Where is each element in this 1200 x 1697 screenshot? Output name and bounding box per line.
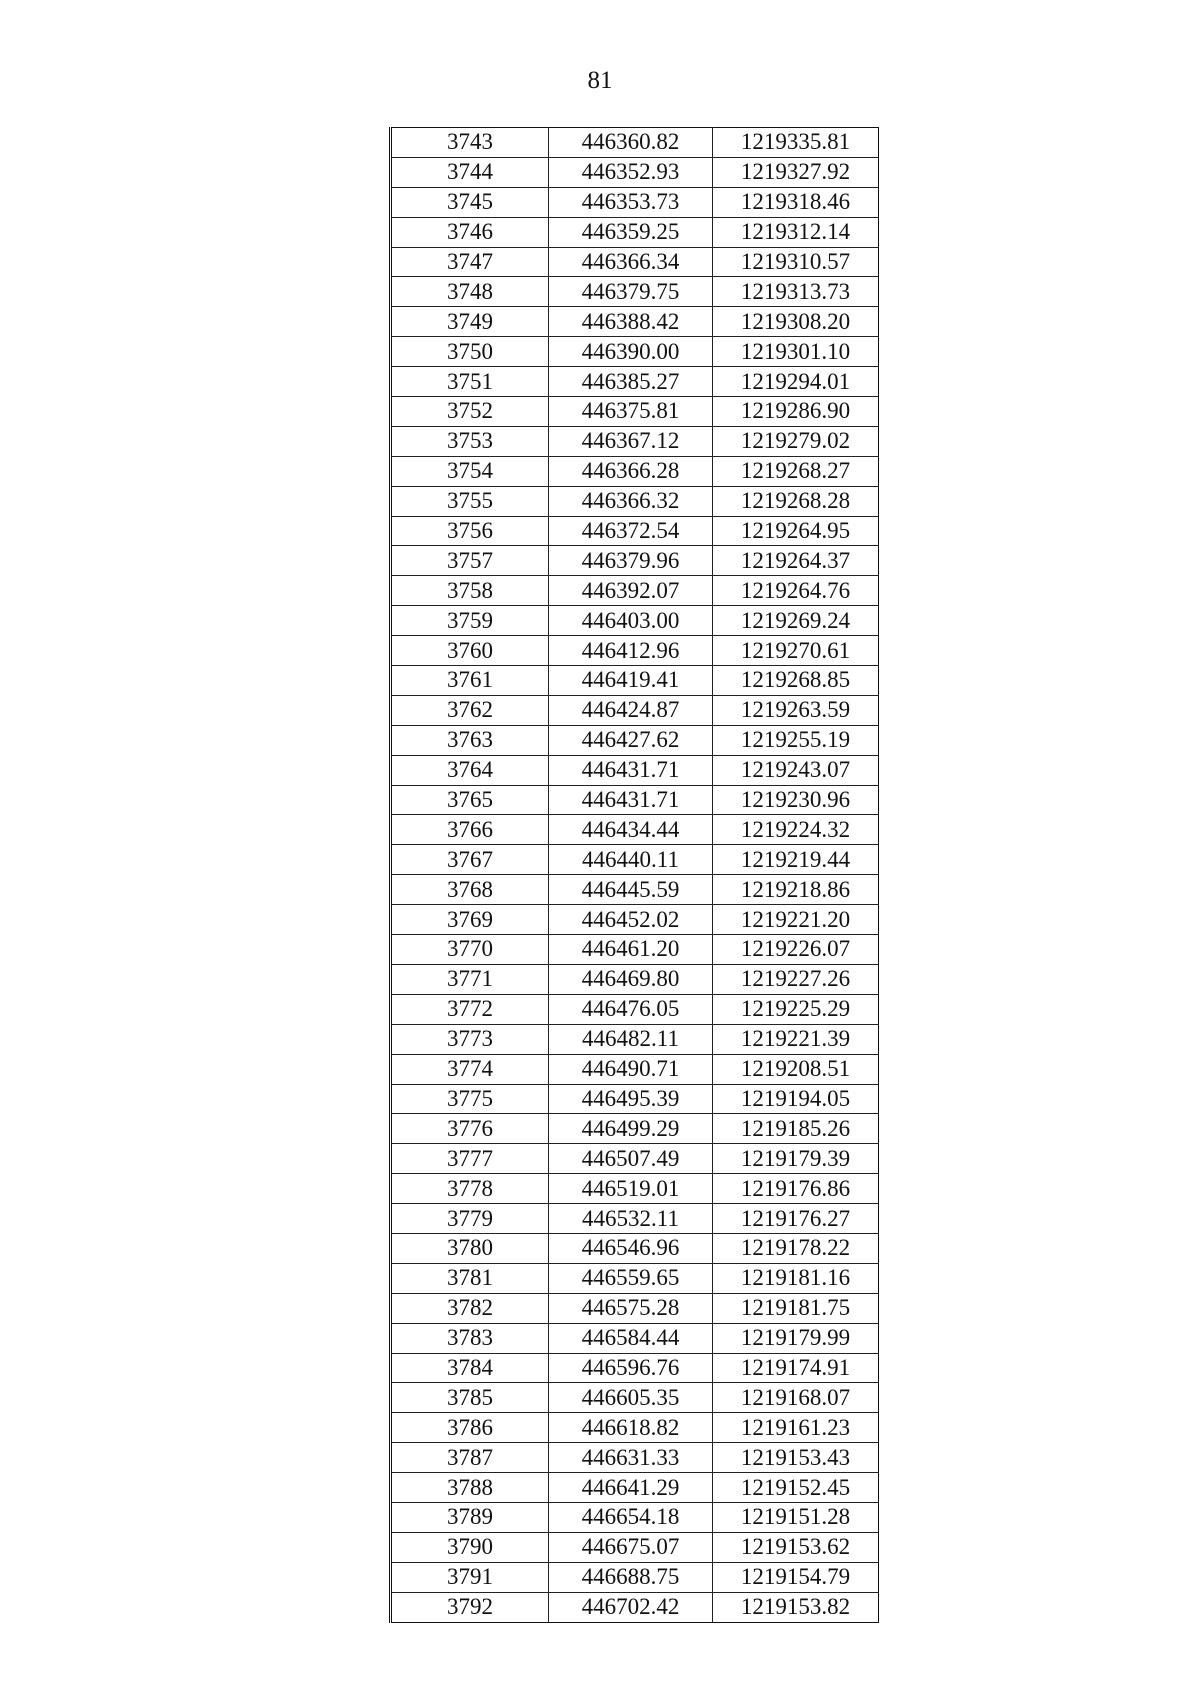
- coordinates-table: [389, 127, 879, 1623]
- y-coordinate-cell: 1219168.07: [713, 1383, 879, 1413]
- table-row: [391, 128, 879, 158]
- table-row: [391, 1084, 879, 1114]
- x-coordinate-cell: 446375.81: [549, 397, 713, 427]
- table-row: [391, 845, 879, 875]
- point-number-cell: 3782: [391, 1293, 549, 1323]
- y-coordinate-cell: 1219224.32: [713, 815, 879, 845]
- y-coordinate-cell: 1219227.26: [713, 964, 879, 994]
- table-row: [391, 576, 879, 606]
- y-coordinate-cell: 1219179.99: [713, 1323, 879, 1353]
- y-coordinate-cell: 1219270.61: [713, 636, 879, 666]
- point-number-cell: 3777: [391, 1144, 549, 1174]
- y-coordinate-cell: 1219174.91: [713, 1353, 879, 1383]
- y-coordinate-cell: 1219263.59: [713, 695, 879, 725]
- table-row: [391, 486, 879, 516]
- table-row: [391, 1383, 879, 1413]
- table-row: [391, 1114, 879, 1144]
- x-coordinate-cell: 446631.33: [549, 1443, 713, 1473]
- point-number-cell: 3760: [391, 636, 549, 666]
- x-coordinate-cell: 446390.00: [549, 337, 713, 367]
- y-coordinate-cell: 1219327.92: [713, 157, 879, 187]
- table-row: [391, 994, 879, 1024]
- x-coordinate-cell: 446352.93: [549, 157, 713, 187]
- point-number-cell: 3764: [391, 755, 549, 785]
- point-number-cell: 3743: [391, 128, 549, 158]
- y-coordinate-cell: 1219181.16: [713, 1263, 879, 1293]
- y-coordinate-cell: 1219279.02: [713, 426, 879, 456]
- x-coordinate-cell: 446618.82: [549, 1413, 713, 1443]
- table-row: [391, 1024, 879, 1054]
- point-number-cell: 3770: [391, 935, 549, 965]
- x-coordinate-cell: 446482.11: [549, 1024, 713, 1054]
- y-coordinate-cell: 1219176.86: [713, 1174, 879, 1204]
- x-coordinate-cell: 446654.18: [549, 1502, 713, 1532]
- y-coordinate-cell: 1219313.73: [713, 277, 879, 307]
- y-coordinate-cell: 1219151.28: [713, 1502, 879, 1532]
- x-coordinate-cell: 446702.42: [549, 1592, 713, 1622]
- x-coordinate-cell: 446461.20: [549, 935, 713, 965]
- x-coordinate-cell: 446424.87: [549, 695, 713, 725]
- table-row: [391, 187, 879, 217]
- point-number-cell: 3788: [391, 1473, 549, 1503]
- y-coordinate-cell: 1219318.46: [713, 187, 879, 217]
- table-row: [391, 277, 879, 307]
- y-coordinate-cell: 1219218.86: [713, 875, 879, 905]
- x-coordinate-cell: 446490.71: [549, 1054, 713, 1084]
- table-row: [391, 397, 879, 427]
- table-row: [391, 935, 879, 965]
- table-row: [391, 875, 879, 905]
- y-coordinate-cell: 1219176.27: [713, 1204, 879, 1234]
- x-coordinate-cell: 446367.12: [549, 426, 713, 456]
- point-number-cell: 3778: [391, 1174, 549, 1204]
- page-number: 81: [587, 67, 613, 94]
- y-coordinate-cell: 1219335.81: [713, 128, 879, 158]
- table-row: [391, 1353, 879, 1383]
- table-row: [391, 546, 879, 576]
- table-row: [391, 337, 879, 367]
- y-coordinate-cell: 1219264.37: [713, 546, 879, 576]
- y-coordinate-cell: 1219268.28: [713, 486, 879, 516]
- y-coordinate-cell: 1219225.29: [713, 994, 879, 1024]
- y-coordinate-cell: 1219230.96: [713, 785, 879, 815]
- y-coordinate-cell: 1219243.07: [713, 755, 879, 785]
- table-row: [391, 367, 879, 397]
- table-row: [391, 666, 879, 696]
- point-number-cell: 3792: [391, 1592, 549, 1622]
- y-coordinate-cell: 1219178.22: [713, 1233, 879, 1263]
- point-number-cell: 3769: [391, 905, 549, 935]
- table-row: [391, 157, 879, 187]
- point-number-cell: 3773: [391, 1024, 549, 1054]
- x-coordinate-cell: 446440.11: [549, 845, 713, 875]
- table-row: [391, 1413, 879, 1443]
- point-number-cell: 3763: [391, 725, 549, 755]
- table-row: [391, 725, 879, 755]
- point-number-cell: 3779: [391, 1204, 549, 1234]
- x-coordinate-cell: 446445.59: [549, 875, 713, 905]
- x-coordinate-cell: 446688.75: [549, 1562, 713, 1592]
- table-row: [391, 1054, 879, 1084]
- point-number-cell: 3767: [391, 845, 549, 875]
- y-coordinate-cell: 1219264.95: [713, 516, 879, 546]
- x-coordinate-cell: 446476.05: [549, 994, 713, 1024]
- point-number-cell: 3751: [391, 367, 549, 397]
- table-row: [391, 1532, 879, 1562]
- table-row: [391, 456, 879, 486]
- point-number-cell: 3747: [391, 247, 549, 277]
- x-coordinate-cell: 446427.62: [549, 725, 713, 755]
- table-row: [391, 1502, 879, 1532]
- x-coordinate-cell: 446596.76: [549, 1353, 713, 1383]
- table-row: [391, 307, 879, 337]
- table-row: [391, 1443, 879, 1473]
- point-number-cell: 3780: [391, 1233, 549, 1263]
- point-number-cell: 3772: [391, 994, 549, 1024]
- table-row: [391, 247, 879, 277]
- x-coordinate-cell: 446372.54: [549, 516, 713, 546]
- x-coordinate-cell: 446392.07: [549, 576, 713, 606]
- table-row: [391, 1592, 879, 1622]
- y-coordinate-cell: 1219286.90: [713, 397, 879, 427]
- y-coordinate-cell: 1219269.24: [713, 606, 879, 636]
- x-coordinate-cell: 446507.49: [549, 1144, 713, 1174]
- table-row: [391, 1233, 879, 1263]
- x-coordinate-cell: 446575.28: [549, 1293, 713, 1323]
- coordinates-table-body: [391, 128, 879, 1623]
- x-coordinate-cell: 446359.25: [549, 217, 713, 247]
- x-coordinate-cell: 446412.96: [549, 636, 713, 666]
- point-number-cell: 3785: [391, 1383, 549, 1413]
- y-coordinate-cell: 1219181.75: [713, 1293, 879, 1323]
- point-number-cell: 3765: [391, 785, 549, 815]
- y-coordinate-cell: 1219179.39: [713, 1144, 879, 1174]
- x-coordinate-cell: 446584.44: [549, 1323, 713, 1353]
- point-number-cell: 3753: [391, 426, 549, 456]
- y-coordinate-cell: 1219153.62: [713, 1532, 879, 1562]
- point-number-cell: 3783: [391, 1323, 549, 1353]
- table-row: [391, 1293, 879, 1323]
- point-number-cell: 3775: [391, 1084, 549, 1114]
- point-number-cell: 3784: [391, 1353, 549, 1383]
- y-coordinate-cell: 1219301.10: [713, 337, 879, 367]
- x-coordinate-cell: 446499.29: [549, 1114, 713, 1144]
- y-coordinate-cell: 1219268.27: [713, 456, 879, 486]
- point-number-cell: 3758: [391, 576, 549, 606]
- x-coordinate-cell: 446388.42: [549, 307, 713, 337]
- table-row: [391, 1204, 879, 1234]
- x-coordinate-cell: 446385.27: [549, 367, 713, 397]
- y-coordinate-cell: 1219310.57: [713, 247, 879, 277]
- point-number-cell: 3766: [391, 815, 549, 845]
- table-row: [391, 815, 879, 845]
- x-coordinate-cell: 446419.41: [549, 666, 713, 696]
- x-coordinate-cell: 446495.39: [549, 1084, 713, 1114]
- point-number-cell: 3756: [391, 516, 549, 546]
- x-coordinate-cell: 446605.35: [549, 1383, 713, 1413]
- point-number-cell: 3745: [391, 187, 549, 217]
- x-coordinate-cell: 446403.00: [549, 606, 713, 636]
- point-number-cell: 3762: [391, 695, 549, 725]
- point-number-cell: 3746: [391, 217, 549, 247]
- x-coordinate-cell: 446360.82: [549, 128, 713, 158]
- table-row: [391, 217, 879, 247]
- point-number-cell: 3781: [391, 1263, 549, 1293]
- point-number-cell: 3754: [391, 456, 549, 486]
- y-coordinate-cell: 1219312.14: [713, 217, 879, 247]
- x-coordinate-cell: 446366.32: [549, 486, 713, 516]
- point-number-cell: 3789: [391, 1502, 549, 1532]
- y-coordinate-cell: 1219308.20: [713, 307, 879, 337]
- table-row: [391, 1174, 879, 1204]
- point-number-cell: 3774: [391, 1054, 549, 1084]
- x-coordinate-cell: 446452.02: [549, 905, 713, 935]
- y-coordinate-cell: 1219154.79: [713, 1562, 879, 1592]
- y-coordinate-cell: 1219268.85: [713, 666, 879, 696]
- x-coordinate-cell: 446434.44: [549, 815, 713, 845]
- y-coordinate-cell: 1219221.39: [713, 1024, 879, 1054]
- x-coordinate-cell: 446353.73: [549, 187, 713, 217]
- table-row: [391, 1473, 879, 1503]
- point-number-cell: 3768: [391, 875, 549, 905]
- y-coordinate-cell: 1219185.26: [713, 1114, 879, 1144]
- x-coordinate-cell: 446431.71: [549, 785, 713, 815]
- point-number-cell: 3748: [391, 277, 549, 307]
- y-coordinate-cell: 1219226.07: [713, 935, 879, 965]
- x-coordinate-cell: 446559.65: [549, 1263, 713, 1293]
- point-number-cell: 3750: [391, 337, 549, 367]
- y-coordinate-cell: 1219153.82: [713, 1592, 879, 1622]
- point-number-cell: 3752: [391, 397, 549, 427]
- x-coordinate-cell: 446675.07: [549, 1532, 713, 1562]
- x-coordinate-cell: 446379.96: [549, 546, 713, 576]
- table-row: [391, 785, 879, 815]
- table-row: [391, 964, 879, 994]
- point-number-cell: 3744: [391, 157, 549, 187]
- y-coordinate-cell: 1219208.51: [713, 1054, 879, 1084]
- y-coordinate-cell: 1219221.20: [713, 905, 879, 935]
- y-coordinate-cell: 1219255.19: [713, 725, 879, 755]
- x-coordinate-cell: 446532.11: [549, 1204, 713, 1234]
- y-coordinate-cell: 1219294.01: [713, 367, 879, 397]
- table-row: [391, 516, 879, 546]
- x-coordinate-cell: 446546.96: [549, 1233, 713, 1263]
- x-coordinate-cell: 446469.80: [549, 964, 713, 994]
- table-row: [391, 1323, 879, 1353]
- y-coordinate-cell: 1219153.43: [713, 1443, 879, 1473]
- x-coordinate-cell: 446366.28: [549, 456, 713, 486]
- table-row: [391, 905, 879, 935]
- point-number-cell: 3757: [391, 546, 549, 576]
- point-number-cell: 3776: [391, 1114, 549, 1144]
- point-number-cell: 3755: [391, 486, 549, 516]
- y-coordinate-cell: 1219152.45: [713, 1473, 879, 1503]
- x-coordinate-cell: 446366.34: [549, 247, 713, 277]
- x-coordinate-cell: 446379.75: [549, 277, 713, 307]
- table-row: [391, 606, 879, 636]
- x-coordinate-cell: 446431.71: [549, 755, 713, 785]
- table-row: [391, 1144, 879, 1174]
- x-coordinate-cell: 446641.29: [549, 1473, 713, 1503]
- table-row: [391, 636, 879, 666]
- table-row: [391, 426, 879, 456]
- table-row: [391, 695, 879, 725]
- point-number-cell: 3759: [391, 606, 549, 636]
- y-coordinate-cell: 1219264.76: [713, 576, 879, 606]
- x-coordinate-cell: 446519.01: [549, 1174, 713, 1204]
- point-number-cell: 3790: [391, 1532, 549, 1562]
- point-number-cell: 3791: [391, 1562, 549, 1592]
- table-row: [391, 1263, 879, 1293]
- y-coordinate-cell: 1219219.44: [713, 845, 879, 875]
- y-coordinate-cell: 1219161.23: [713, 1413, 879, 1443]
- table-row: [391, 1562, 879, 1592]
- table-row: [391, 755, 879, 785]
- y-coordinate-cell: 1219194.05: [713, 1084, 879, 1114]
- point-number-cell: 3771: [391, 964, 549, 994]
- point-number-cell: 3749: [391, 307, 549, 337]
- point-number-cell: 3761: [391, 666, 549, 696]
- point-number-cell: 3786: [391, 1413, 549, 1443]
- point-number-cell: 3787: [391, 1443, 549, 1473]
